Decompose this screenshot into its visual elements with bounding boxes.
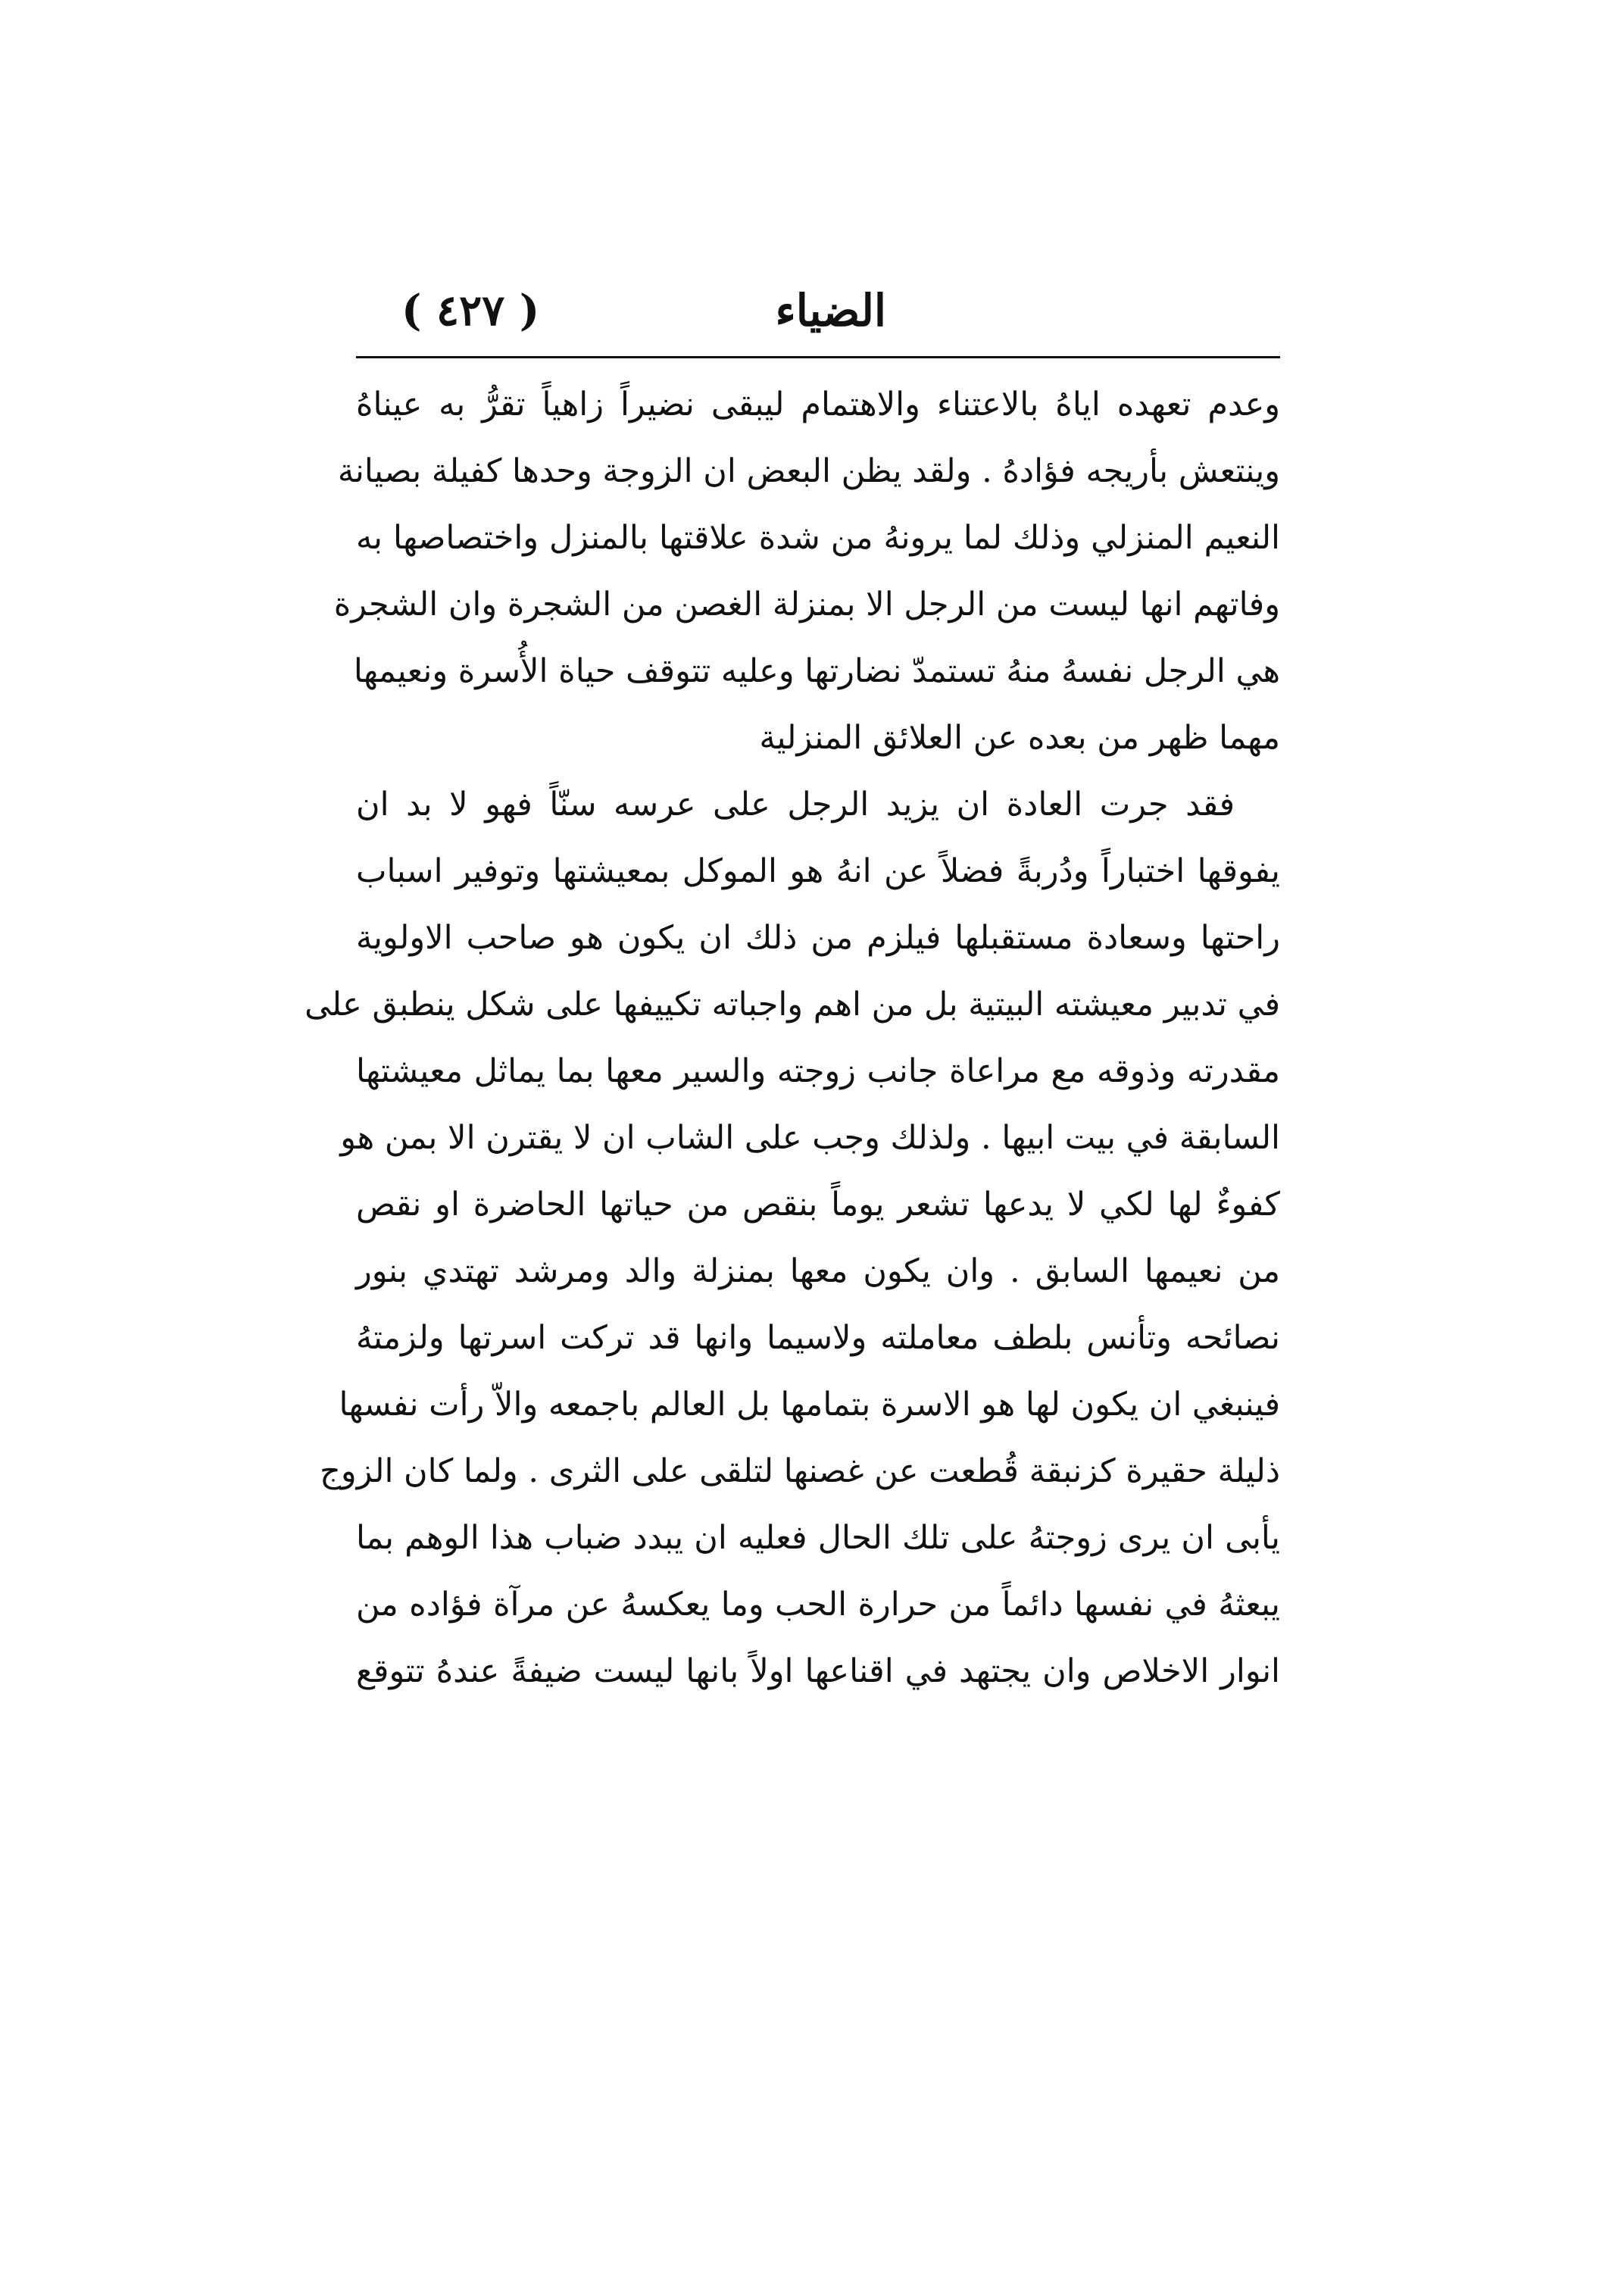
text-line: من نعيمها السابق . وان يكون معها بمنزلة والد ومرشد تهتدي بنور: [356, 1252, 1280, 1290]
text-line: فينبغي ان يكون لها هو الاسرة بتمامها بل العالم باجمعه والاّ رأت نفسها: [339, 1386, 1280, 1424]
header-rule: [356, 356, 1280, 358]
text-line: النعيم المنزلي وذلك لما يرونهُ من شدة علاقتها بالمنزل واختصاصها به: [356, 519, 1280, 557]
article-body: [304, 371, 1280, 1705]
text-line: يفوقها اختباراً ودُربةً فضلاً عن انهُ هو الموكل بمعيشتها وتوفير اسباب: [356, 852, 1280, 890]
page-number: ( ٤٢٧ ): [401, 286, 540, 336]
text-line: نصائحه وتأنس بلطف معاملته ولاسيما وانها قد تركت اسرتها ولزمتهُ: [356, 1319, 1280, 1357]
text-line: فقد جرت العادة ان يزيد الرجل على عرسه سنّاً فهو لا بد ان: [356, 786, 1235, 824]
text-line: وينتعش بأريجه فؤادهُ . ولقد يظن البعض ان الزوجة وحدها كفيلة بصيانة: [337, 452, 1280, 490]
journal-title: الضياء: [775, 285, 886, 336]
text-line: مهما ظهر من بعده عن العلائق المنزلية: [759, 719, 1280, 757]
text-line: مقدرته وذوقه مع مراعاة جانب زوجته والسير معها بما يماثل معيشتها: [356, 1052, 1280, 1090]
text-line: وفاتهم انها ليست من الرجل الا بمنزلة الغصن من الشجرة وان الشجرة: [333, 586, 1280, 624]
text-line: ذليلة حقيرة كزنبقة قُطعت عن غصنها لتلقى على الثرى . ولما كان الزوج: [320, 1452, 1280, 1490]
text-line: في تدبير معيشته البيتية بل من اهم واجباته تكييفها على شكل ينطبق على: [304, 986, 1280, 1024]
text-line: يبعثهُ في نفسها دائماً من حرارة الحب وما يعكسهُ عن مرآة فؤاده من: [356, 1586, 1280, 1624]
text-line: راحتها وسعادة مستقبلها فيلزم من ذلك ان يكون هو صاحب الاولوية: [356, 919, 1280, 957]
text-line: وعدم تعهده اياهُ بالاعتناء والاهتمام ليبقى نضيراً زاهياً تقرُّ به عيناهُ: [356, 386, 1280, 424]
text-line: السابقة في بيت ابيها . ولذلك وجب على الشاب ان لا يقترن الا بمن هو: [340, 1119, 1280, 1157]
text-line: كفوءٌ لها لكي لا يدعها تشعر يوماً بنقص من حياتها الحاضرة او نقص: [356, 1186, 1280, 1224]
text-line: يأبى ان يرى زوجتهُ على تلك الحال فعليه ان يبدد ضباب هذا الوهم بما: [356, 1519, 1280, 1557]
text-line: هي الرجل نفسهُ منهُ تستمدّ نضارتها وعليه تتوقف حياة الأُسرة ونعيمها: [353, 652, 1280, 690]
page-header: [356, 273, 1280, 356]
text-line: انوار الاخلاص وان يجتهد في اقناعها اولاً بانها ليست ضيفةً عندهُ تتوقع: [356, 1652, 1280, 1690]
